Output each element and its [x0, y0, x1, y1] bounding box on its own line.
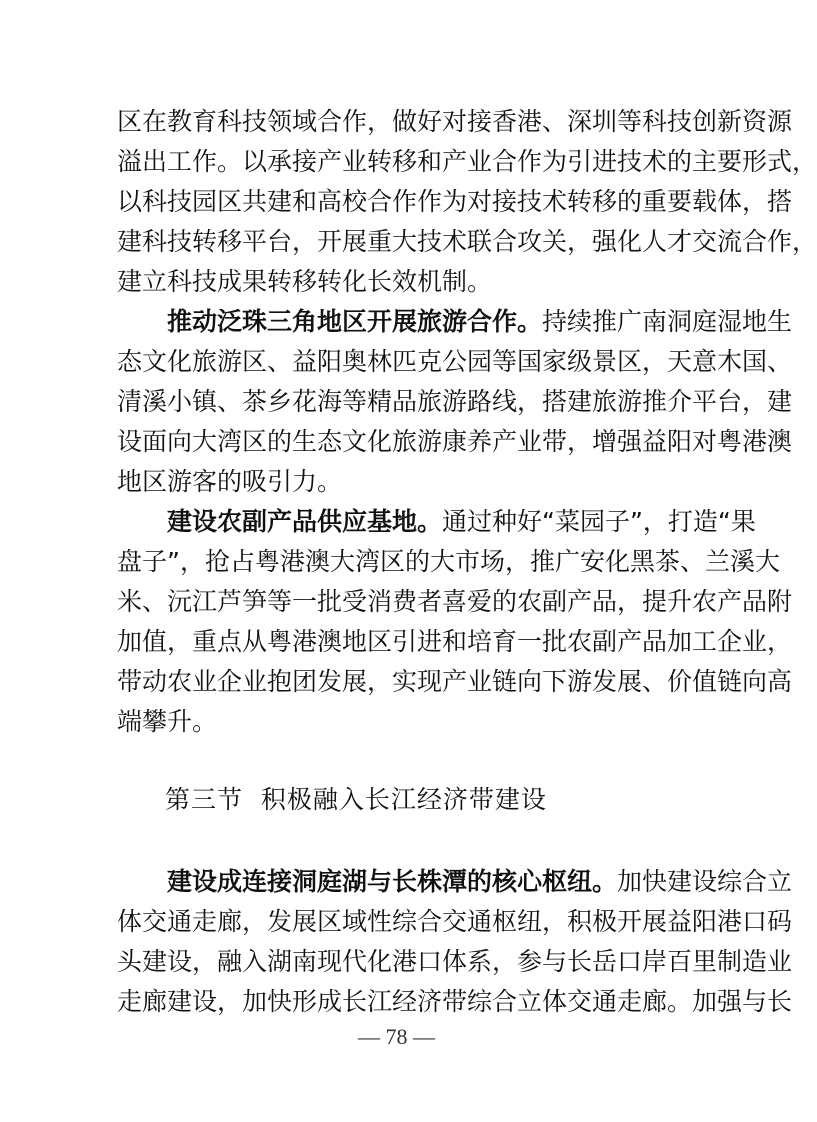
text-line	[117, 142, 817, 182]
body-text: 加快建设综合立	[617, 867, 793, 896]
body-text: 头建设，融入湖南现代化港口体系，参与长岳口岸百里制造业	[117, 947, 793, 976]
text-line	[117, 622, 793, 662]
paragraph-agriculture-base	[117, 502, 793, 742]
bold-lead-phrase: 建设农副产品供应基地。	[167, 507, 443, 536]
body-text: 建立科技成果转移转化长效机制。	[117, 267, 493, 296]
text-line	[117, 302, 793, 342]
body-text: 态文化旅游区、益阳奥林匹克公园等国家级景区，天意木国、	[117, 347, 793, 376]
body-text: 设面向大湾区的生态文化旅游康养产业带，增强益阳对粤港澳	[117, 427, 793, 456]
body-text: 建科技转移平台，开展重大技术联合攻关，强化人才交流合作，	[117, 227, 817, 256]
text-line	[117, 582, 793, 622]
text-line	[117, 662, 793, 702]
body-text: 以科技园区共建和高校合作作为对接技术转移的重要载体，搭	[117, 187, 793, 216]
section-heading: 第三节 积极融入长江经济带建设	[165, 785, 547, 814]
body-text: 走廊建设，加快形成长江经济带综合立体交通走廊。加强与长	[117, 987, 793, 1016]
paragraph-science-cooperation	[117, 102, 817, 302]
body-text: 溢出工作。以承接产业转移和产业合作为引进技术的主要形式，	[117, 147, 817, 176]
text-line	[117, 182, 793, 222]
text-line	[117, 542, 780, 582]
text-line	[117, 982, 793, 1022]
text-line	[117, 462, 697, 502]
text-line	[117, 422, 793, 462]
body-text: 体交通走廊，发展区域性综合交通枢纽，积极开展益阳港口码	[117, 907, 793, 936]
body-text: 加值，重点从粤港澳地区引进和培育一批农副产品加工企业，	[117, 627, 793, 656]
text-line	[117, 862, 793, 902]
bold-lead-phrase: 推动泛珠三角地区开展旅游合作。	[167, 307, 543, 336]
text-line	[117, 262, 697, 302]
body-text: 区在教育科技领域合作，做好对接香港、深圳等科技创新资源	[117, 107, 793, 136]
paragraph-tourism-cooperation	[117, 302, 793, 502]
bold-lead-phrase: 建设成连接洞庭湖与长株潭的核心枢纽。	[167, 867, 618, 896]
text-line	[117, 502, 756, 542]
text-line	[117, 902, 793, 942]
text-line	[117, 222, 817, 262]
body-text: 清溪小镇、茶乡花海等精品旅游路线，搭建旅游推介平台，建	[117, 387, 793, 416]
body-text: 持续推广南洞庭湿地生	[542, 307, 793, 336]
text-line	[117, 942, 793, 982]
body-text: 端攀升。	[117, 707, 218, 736]
body-text: 盘子”，抢占粤港澳大湾区的大市场，推广安化黑茶、兰溪大	[117, 547, 780, 576]
body-text: 地区游客的吸引力。	[117, 467, 343, 496]
text-line	[117, 702, 697, 742]
paragraph-transport-hub	[117, 862, 793, 1022]
page-number: — 78 —	[358, 1024, 435, 1049]
text-line	[117, 382, 793, 422]
body-text: 带动农业企业抱团发展，实现产业链向下游发展、价值链向高	[117, 667, 793, 696]
text-line	[117, 102, 793, 142]
body-text: 通过种好“菜园子”，打造“果	[442, 507, 756, 536]
body-text: 米、沅江芦笋等一批受消费者喜爱的农副产品，提升农产品附	[117, 587, 793, 616]
text-line	[117, 342, 793, 382]
